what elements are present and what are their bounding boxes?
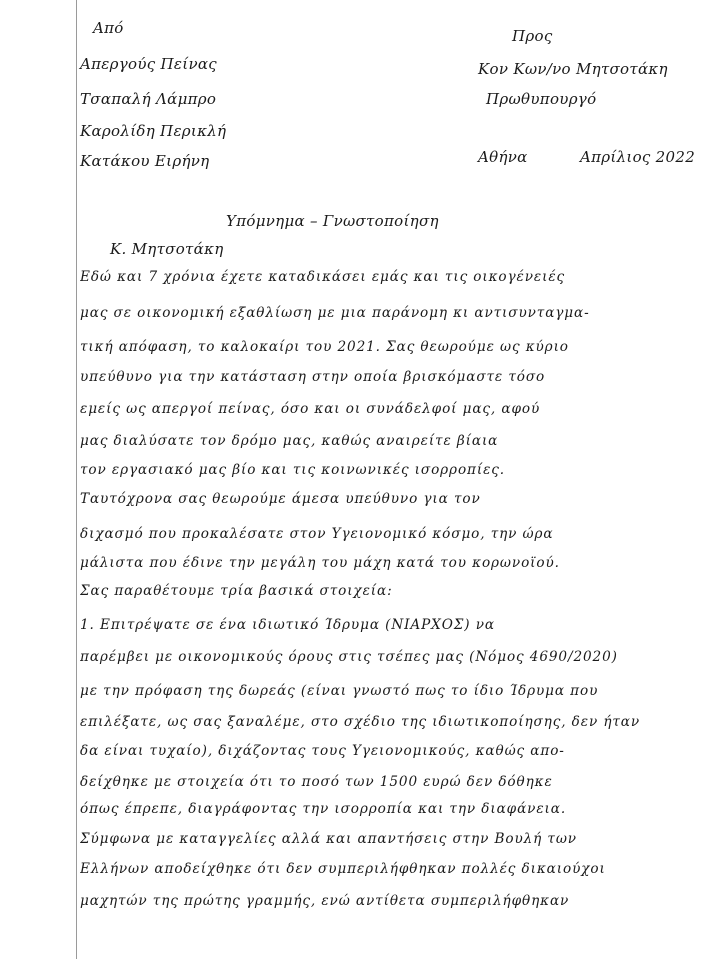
body-line: μάλιστα που έδινε την μεγάλη του μάχη κατά του κορωνοϊού. [80, 555, 560, 571]
body-line: μαχητών της πρώτης γραμμής, ενώ αντίθετα συμπεριλήφθηκαν [80, 893, 570, 909]
letter-place: Αθήνα [478, 148, 528, 166]
sender-name: Καρολίδη Περικλή [80, 122, 227, 140]
recipient-title: Πρωθυπουργό [486, 90, 597, 108]
letter-date: Απρίλιος 2022 [580, 148, 696, 166]
letter-subject: Υπόμνημα – Γνωστοποίηση [226, 212, 439, 230]
recipient-name: Κον Κων/νο Μητσοτάκη [478, 60, 668, 78]
margin-line [76, 0, 77, 959]
body-line: Ταυτόχρονα σας θεωρούμε άμεσα υπεύθυνο για τον [80, 491, 481, 507]
body-line: εμείς ως απεργοί πείνας, όσο και οι συνάδελφοί μας, αφού [80, 401, 541, 417]
body-line: μας σε οικονομική εξαθλίωση με μια παράνομη κι αντισυνταγμα- [80, 305, 590, 321]
sender-name: Τσαπαλή Λάμπρο [80, 90, 217, 108]
sender-name: Κατάκου Ειρήνη [80, 152, 210, 170]
body-line: δείχθηκε με στοιχεία ότι το ποσό των 1500 ευρώ δεν δόθηκε [80, 774, 553, 790]
body-line: Εδώ και 7 χρόνια έχετε καταδικάσει εμάς και τις οικογένειές [80, 269, 566, 285]
body-line: μας διαλύσατε τον δρόμο μας, καθώς αναιρείτε βίαια [80, 433, 499, 449]
body-line: επιλέξατε, ως σας ξαναλέμε, στο σχέδιο της ιδιωτικοποίησης, δεν ήταν [80, 714, 641, 730]
body-line: Ελλήνων αποδείχθηκε ότι δεν συμπεριλήφθηκαν πολλές δικαιούχοι [80, 861, 606, 877]
body-line: δα είναι τυχαίο), διχάζοντας τους Υγειονομικούς, καθώς απο- [80, 743, 565, 759]
sender-name: Απεργούς Πείνας [80, 55, 218, 73]
letter-salutation: Κ. Μητσοτάκη [110, 240, 224, 258]
body-line: παρέμβει με οικονομικούς όρους στις τσέπες μας (Νόμος 4690/2020) [80, 649, 618, 665]
body-line: τική απόφαση, το καλοκαίρι του 2021. Σας θεωρούμε ως κύριο [80, 339, 569, 355]
body-line: τον εργασιακό μας βίο και τις κοινωνικές ισορροπίες. [80, 462, 506, 478]
from-label: Από [93, 19, 124, 37]
body-line: όπως έπρεπε, διαγράφοντας την ισορροπία και την διαφάνεια. [80, 801, 567, 817]
body-line: 1. Επιτρέψατε σε ένα ιδιωτικό Ίδρυμα (ΝΙΑΡΧΟΣ) να [80, 617, 495, 633]
body-line: Σύμφωνα με καταγγελίες αλλά και απαντήσεις στην Βουλή των [80, 831, 577, 847]
to-label: Προς [512, 27, 553, 45]
body-line: με την πρόφαση της δωρεάς (είναι γνωστό πως το ίδιο Ίδρυμα που [80, 683, 599, 699]
body-line: διχασμό που προκαλέσατε στον Υγειονομικό κόσμο, την ώρα [80, 526, 554, 542]
body-line: Σας παραθέτουμε τρία βασικά στοιχεία: [80, 583, 393, 599]
body-line: υπεύθυνο για την κατάσταση στην οποία βρισκόμαστε τόσο [80, 369, 546, 385]
